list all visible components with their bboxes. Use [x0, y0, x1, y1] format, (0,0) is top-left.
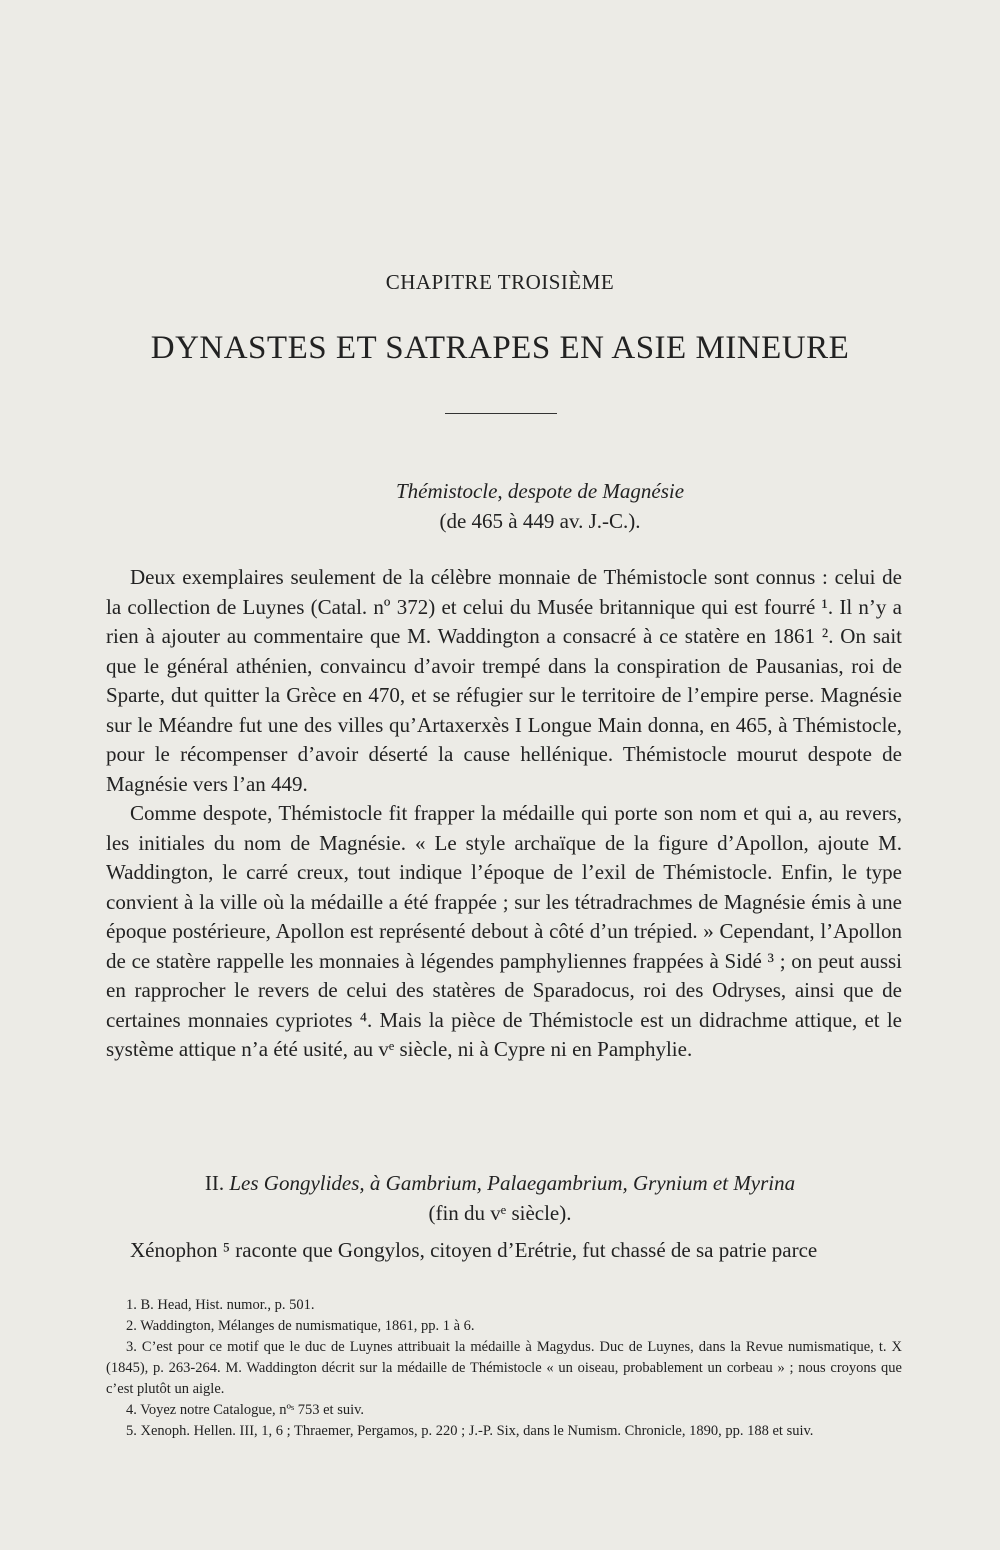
section-dates: (fin du vᵉ siècle).	[428, 1201, 572, 1225]
footnote: 2. Waddington, Mélanges de numismatique, 1861, pp. 1 à 6.	[126, 1318, 475, 1334]
section-title	[40, 476, 1000, 506]
section-title-text: Les Gongylides, à Gambrium, Palaegambrium, Grynium et Myrina	[229, 1171, 796, 1195]
footnote: 4. Voyez notre Catalogue, nºˢ 753 et suiv.	[126, 1402, 365, 1418]
section-title-name: Thémistocle	[395, 479, 498, 503]
chapter-title: DYNASTES ET SATRAPES EN ASIE MINEURE	[150, 330, 850, 366]
section-title-subtitle: despote de Magnésie	[507, 479, 685, 503]
footnote: 5. Xenoph. Hellen. III, 1, 6 ; Thraemer, Pergamos, p. 220 ; J.-P. Six, dans le Numism. Chronicle, 1890, pp. 188 et suiv.	[126, 1423, 814, 1439]
section-heading-gongylides	[0, 1168, 1000, 1228]
footnotes	[106, 1295, 902, 1442]
paragraph: Xénophon ⁵ raconte que Gongylos, citoyen d’Erétrie, fut chassé de sa patrie parce	[130, 1238, 818, 1262]
section-body	[106, 563, 902, 1065]
chapter-label: CHAPITRE TROISIÈME	[385, 270, 615, 294]
footnote: 1. B. Head, Hist. numor., p. 501.	[126, 1297, 315, 1313]
divider-rule	[445, 413, 557, 414]
section-heading-themistocle	[40, 476, 1000, 536]
section-body	[106, 1236, 902, 1266]
paragraph: Comme despote, Thémistocle fit frapper la médaille qui porte son nom et qui a, au revers, les initiales du nom de Magnésie. « Le style archaïque de la figure d’Apollon, ajoute M. Waddington, le carré creux, tout indique l’époque de l’exil de Thémistocle. Enfin, le type convient à la ville où la médaille a été frappée ; sur les tétradrachmes de Magnésie émis à une époque postérieure, Apollon est représenté debout à côté d’un trépied. » Cependant, l’Apollon de ce statère rappelle les monnaies à légendes pamphyliennes frappées à Sidé ³ ; on peut aussi en rapprocher le revers de celui des statères de Sparadocus, roi des Odryses, ainsi que de certaines monnaies cypriotes ⁴. Mais la pièce de Thémistocle est un didrachme attique, et le système attique n’a été usité, au vᵉ siècle, ni à Cypre ni en Pamphylie.	[106, 801, 902, 1061]
section-title-separator: ,	[497, 479, 508, 503]
footnote: 3. C’est pour ce motif que le duc de Luynes attribuait la médaille à Magydus. Duc de Luynes, dans la Revue numismatique, t. X (1845), p. 263-264. M. Waddington décrit sur la médaille de Thémistocle « un oiseau, probablement un corbeau » ; nous croyons que c’est plutôt un aigle.	[106, 1339, 902, 1397]
section-dates: (de 465 à 449 av. J.-C.).	[439, 509, 641, 533]
section-title	[0, 1168, 1000, 1198]
section-numeral: II.	[204, 1171, 230, 1195]
paragraph: Deux exemplaires seulement de la célèbre monnaie de Thémistocle sont connus : celui de la collection de Luynes (Catal. nº 372) et celui du Musée britannique qui est fourré ¹. Il n’y a rien à ajouter au commentaire que M. Waddington a consacré à ce statère en 1861 ². On sait que le général athénien, convaincu d’avoir trempé dans la conspiration de Pausanias, roi de Sparte, dut quitter la Grèce en 470, et se réfugier sur le territoire de l’empire perse. Magnésie sur le Méandre fut une des villes qu’Artaxerxès I Longue Main donna, en 465, à Thémistocle, pour le récompenser d’avoir déserté la cause hellénique. Thémistocle mourut despote de Magnésie vers l’an 449.	[106, 565, 902, 796]
